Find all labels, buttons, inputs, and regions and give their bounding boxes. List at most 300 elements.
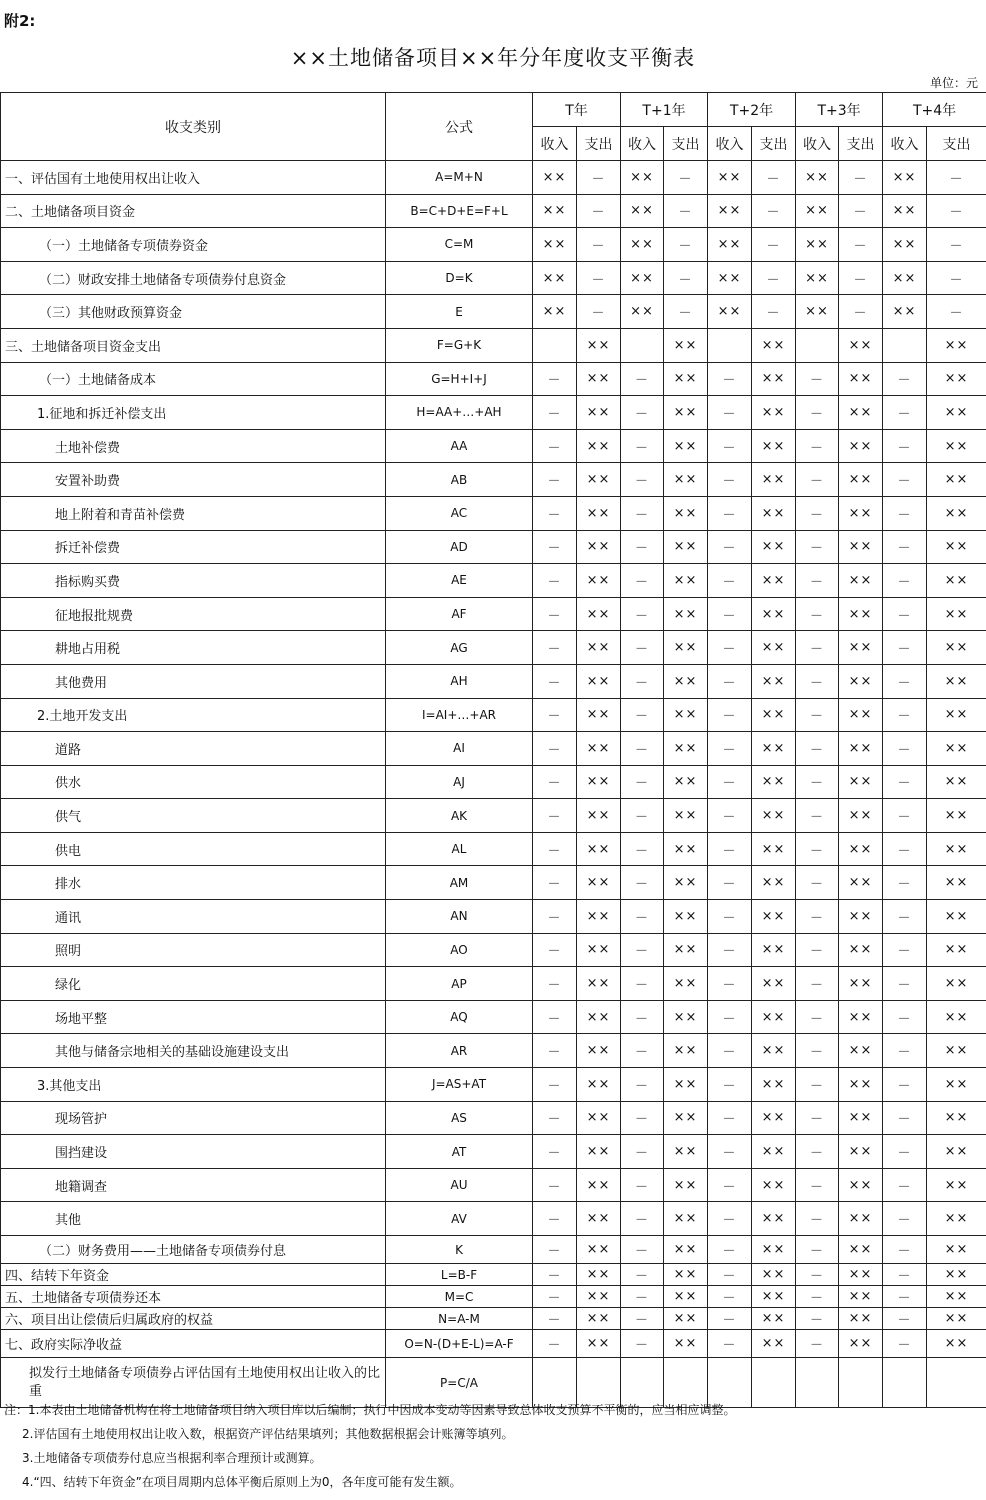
expense-cell: ×× [577,1308,621,1330]
income-cell: － [796,1236,839,1264]
income-cell: － [533,429,577,463]
row-formula: G=H+I+J [386,362,533,396]
expense-cell: － [664,295,708,329]
income-cell: ×× [533,228,577,262]
row-category: 3.其他支出 [1,1068,386,1102]
expense-cell: － [752,194,796,228]
income-cell: － [621,1264,664,1286]
table-row [1,1202,986,1236]
expense-cell: ×× [577,698,621,732]
income-cell: － [883,832,927,866]
expense-cell: ×× [752,1264,796,1286]
expense-cell: ×× [664,698,708,732]
income-cell: － [621,1135,664,1169]
income-cell: ×× [533,161,577,195]
expense-cell: ×× [839,933,883,967]
expense-cell: ×× [577,1286,621,1308]
table-row [1,1000,986,1034]
income-cell: ×× [796,261,839,295]
header-expense: 支出 [927,127,986,161]
row-category: 其他费用 [1,664,386,698]
table-row [1,664,986,698]
expense-cell: ×× [839,362,883,396]
income-cell [796,328,839,362]
expense-cell: ×× [927,832,986,866]
expense-cell: ×× [752,900,796,934]
expense-cell: ×× [577,396,621,430]
expense-cell: ×× [752,866,796,900]
income-cell: － [533,933,577,967]
income-cell: － [883,1308,927,1330]
row-category: 地籍调查 [1,1168,386,1202]
income-cell: － [621,1000,664,1034]
expense-cell: ×× [839,765,883,799]
income-cell: － [621,1168,664,1202]
header-income: 收入 [533,127,577,161]
income-cell: － [883,1101,927,1135]
expense-cell: ×× [664,866,708,900]
income-cell: － [796,698,839,732]
income-cell: － [796,1135,839,1169]
table-row [1,900,986,934]
income-cell: － [883,1202,927,1236]
expense-cell: － [577,261,621,295]
income-cell: － [621,1101,664,1135]
income-cell: － [533,1168,577,1202]
header-expense: 支出 [664,127,708,161]
expense-cell: ×× [752,1286,796,1308]
income-cell: － [533,1068,577,1102]
row-category: 安置补助费 [1,463,386,497]
row-category: 地上附着和青苗补偿费 [1,496,386,530]
expense-cell: ×× [664,429,708,463]
income-cell: － [708,631,752,665]
row-category: 三、土地储备项目资金支出 [1,328,386,362]
row-formula: AB [386,463,533,497]
expense-cell: ×× [927,328,986,362]
row-category: 指标购买费 [1,564,386,598]
income-cell: － [796,933,839,967]
table-body [1,161,986,1408]
attachment-label: 附2: [4,12,36,30]
income-cell: － [796,1000,839,1034]
row-formula: L=B-F [386,1264,533,1286]
row-formula: AE [386,564,533,598]
expense-cell: － [664,261,708,295]
income-cell: － [621,530,664,564]
expense-cell: ×× [927,429,986,463]
expense-cell: ×× [927,664,986,698]
row-formula: AT [386,1135,533,1169]
income-cell: ×× [708,161,752,195]
row-category: （二）财政安排土地储备专项债券付息资金 [1,261,386,295]
income-cell: － [883,900,927,934]
unit-label: 单位：元 [929,76,978,90]
income-cell: － [883,1034,927,1068]
row-category: 二、土地储备项目资金 [1,194,386,228]
income-cell: ×× [621,261,664,295]
row-category: 供水 [1,765,386,799]
income-cell: － [621,765,664,799]
expense-cell: ×× [927,799,986,833]
income-cell: ×× [796,228,839,262]
row-category: 四、结转下年资金 [1,1264,386,1286]
expense-cell: ×× [839,1236,883,1264]
table-row [1,1308,986,1330]
expense-cell: ×× [927,631,986,665]
header-income: 收入 [708,127,752,161]
income-cell: － [621,396,664,430]
expense-cell: ×× [927,1101,986,1135]
income-cell: － [621,1236,664,1264]
expense-cell: ×× [839,1068,883,1102]
income-cell: － [533,664,577,698]
header-expense: 支出 [839,127,883,161]
header-expense: 支出 [577,127,621,161]
table-row [1,698,986,732]
row-formula: AM [386,866,533,900]
table-row [1,463,986,497]
header-year: T+4年 [883,93,986,127]
header-year: T+3年 [796,93,883,127]
expense-cell: ×× [664,832,708,866]
income-cell: － [883,967,927,1001]
expense-cell: ×× [664,1286,708,1308]
expense-cell: ×× [839,1000,883,1034]
income-cell: － [533,396,577,430]
expense-cell: － [927,228,986,262]
income-cell: － [796,1068,839,1102]
income-cell: － [796,732,839,766]
expense-cell: ×× [927,530,986,564]
expense-cell: ×× [664,1034,708,1068]
income-cell: － [883,1168,927,1202]
income-cell: － [796,496,839,530]
expense-cell: ×× [577,1236,621,1264]
income-cell: － [533,362,577,396]
income-cell: － [621,900,664,934]
income-cell: － [533,900,577,934]
expense-cell: ×× [839,396,883,430]
income-cell: ×× [708,261,752,295]
expense-cell: ×× [577,799,621,833]
row-formula: O=N-(D+E-L)=A-F [386,1330,533,1358]
expense-cell: ×× [577,362,621,396]
table-row [1,1135,986,1169]
row-category: 2.土地开发支出 [1,698,386,732]
expense-cell: ×× [577,967,621,1001]
expense-cell: ×× [664,1000,708,1034]
expense-cell: ×× [927,967,986,1001]
income-cell: － [796,1202,839,1236]
expense-cell: ×× [664,530,708,564]
expense-cell: ×× [839,1308,883,1330]
expense-cell: ×× [752,496,796,530]
expense-cell: ×× [664,631,708,665]
income-cell: － [621,1034,664,1068]
table-row [1,1068,986,1102]
header-formula: 公式 [386,93,533,161]
header-income: 收入 [883,127,927,161]
income-cell: － [708,1101,752,1135]
expense-cell: ×× [839,664,883,698]
expense-cell: ×× [577,1000,621,1034]
income-cell: － [621,463,664,497]
expense-cell: ×× [664,900,708,934]
expense-cell: ×× [927,933,986,967]
income-cell: － [621,1308,664,1330]
expense-cell: ×× [577,1068,621,1102]
table-row [1,832,986,866]
income-cell: － [708,1330,752,1358]
income-cell: － [533,765,577,799]
income-cell: ×× [708,295,752,329]
row-formula: AK [386,799,533,833]
row-category: 现场管护 [1,1101,386,1135]
income-cell [708,328,752,362]
budget-balance-table [0,92,986,1408]
table-row [1,496,986,530]
income-cell: － [883,866,927,900]
expense-cell: ×× [839,799,883,833]
income-cell: － [708,933,752,967]
income-cell: ×× [883,295,927,329]
expense-cell: ×× [927,1330,986,1358]
row-category: 1.征地和拆迁补偿支出 [1,396,386,430]
expense-cell: ×× [927,1135,986,1169]
expense-cell: ×× [664,1330,708,1358]
expense-cell: ×× [927,1308,986,1330]
table-row [1,597,986,631]
expense-cell: ×× [927,698,986,732]
expense-cell: ×× [752,1034,796,1068]
table-row [1,1286,986,1308]
income-cell: － [533,1330,577,1358]
expense-cell: ×× [927,1236,986,1264]
income-cell: ×× [708,228,752,262]
income-cell: ×× [621,194,664,228]
expense-cell: ×× [577,1330,621,1358]
income-cell: － [708,496,752,530]
income-cell: － [621,631,664,665]
income-cell: － [533,1308,577,1330]
row-category: 供电 [1,832,386,866]
income-cell: － [796,1101,839,1135]
expense-cell: ×× [927,765,986,799]
row-formula: AR [386,1034,533,1068]
row-category: 六、项目出让偿债后归属政府的权益 [1,1308,386,1330]
expense-cell: ×× [577,900,621,934]
expense-cell: ×× [664,1236,708,1264]
expense-cell: ×× [577,564,621,598]
table-row [1,631,986,665]
expense-cell: ×× [839,496,883,530]
income-cell: － [796,967,839,1001]
expense-cell: ×× [752,1236,796,1264]
income-cell: － [796,564,839,598]
expense-cell: ×× [664,597,708,631]
income-cell: － [621,1286,664,1308]
income-cell: ×× [621,161,664,195]
expense-cell: ×× [927,1202,986,1236]
expense-cell: － [577,295,621,329]
expense-cell: ×× [577,1264,621,1286]
expense-cell: － [927,194,986,228]
row-category: 通讯 [1,900,386,934]
expense-cell: ×× [577,496,621,530]
expense-cell: ×× [927,362,986,396]
row-category: 道路 [1,732,386,766]
note-line: 注：1.本表由土地储备机构在将土地储备项目纳入项目库以后编制；执行中因成本变动等因素导致总体收支预算不平衡的，应当相应调整。 [4,1403,736,1417]
table-row [1,933,986,967]
expense-cell: ×× [664,1264,708,1286]
row-category: （二）财务费用——土地储备专项债券付息 [1,1236,386,1264]
income-cell: － [533,1202,577,1236]
income-cell: － [533,1101,577,1135]
expense-cell: ×× [927,866,986,900]
row-formula: AO [386,933,533,967]
income-cell: － [621,698,664,732]
row-category: 土地补偿费 [1,429,386,463]
page-title: ××土地储备项目××年分年度收支平衡表 [290,46,696,70]
expense-cell: ×× [839,866,883,900]
expense-cell: ×× [752,698,796,732]
expense-cell: ×× [839,328,883,362]
row-category: （三）其他财政预算资金 [1,295,386,329]
row-formula: AD [386,530,533,564]
income-cell: － [796,631,839,665]
income-cell: － [533,698,577,732]
income-cell: － [708,429,752,463]
income-cell: － [621,866,664,900]
table-row [1,362,986,396]
expense-cell: ×× [752,1101,796,1135]
row-formula: AG [386,631,533,665]
table-row [1,866,986,900]
row-formula: A=M+N [386,161,533,195]
table-row [1,261,986,295]
expense-cell: ×× [839,1330,883,1358]
expense-cell: ×× [664,1308,708,1330]
expense-cell: － [752,295,796,329]
expense-cell: ×× [664,1202,708,1236]
expense-cell: ×× [927,1286,986,1308]
expense-cell: ×× [927,1168,986,1202]
income-cell: － [533,530,577,564]
expense-cell: ×× [577,933,621,967]
income-cell: ×× [621,295,664,329]
income-cell: － [533,1236,577,1264]
income-cell: － [708,967,752,1001]
income-cell: － [796,765,839,799]
income-cell: － [708,732,752,766]
income-cell: － [621,1202,664,1236]
expense-cell: ×× [664,1101,708,1135]
table-row [1,732,986,766]
income-cell: － [621,496,664,530]
table-row [1,396,986,430]
expense-cell: ×× [839,564,883,598]
income-cell: ×× [883,261,927,295]
income-cell: － [883,631,927,665]
income-cell: － [883,530,927,564]
income-cell: ×× [883,228,927,262]
row-category: 场地平整 [1,1000,386,1034]
expense-cell: ×× [839,631,883,665]
income-cell: － [708,362,752,396]
income-cell: － [533,597,577,631]
expense-cell: ×× [927,463,986,497]
income-cell: － [796,1308,839,1330]
table-row [1,295,986,329]
row-category: 其他与储备宗地相关的基础设施建设支出 [1,1034,386,1068]
income-cell: － [883,564,927,598]
table-row [1,765,986,799]
income-cell: － [621,832,664,866]
income-cell: － [796,1168,839,1202]
row-category: 供气 [1,799,386,833]
income-cell: － [883,396,927,430]
income-cell: － [796,362,839,396]
expense-cell: － [927,161,986,195]
income-cell: － [621,429,664,463]
expense-cell: － [927,261,986,295]
expense-cell: ×× [839,1264,883,1286]
income-cell: － [533,732,577,766]
income-cell: － [708,1308,752,1330]
income-cell: － [533,967,577,1001]
table-row [1,564,986,598]
income-cell: － [621,967,664,1001]
income-cell: － [621,1068,664,1102]
income-cell: － [796,1264,839,1286]
income-cell: － [883,597,927,631]
row-category: 七、政府实际净收益 [1,1330,386,1358]
income-cell: － [883,765,927,799]
row-formula: AC [386,496,533,530]
income-cell: － [708,765,752,799]
expense-cell: ×× [752,664,796,698]
row-formula: AF [386,597,533,631]
income-cell: － [796,832,839,866]
income-cell: － [533,463,577,497]
expense-cell: ×× [927,1068,986,1102]
expense-cell: ×× [664,933,708,967]
expense-cell: ×× [839,1034,883,1068]
row-category: 拟发行土地储备专项债券占评估国有土地使用权出让收入的比重 [1,1358,386,1408]
expense-cell: ×× [664,664,708,698]
expense-cell: ×× [752,396,796,430]
expense-cell: ×× [577,1135,621,1169]
header-income: 收入 [796,127,839,161]
expense-cell: ×× [927,564,986,598]
income-cell: － [708,1202,752,1236]
expense-cell: ×× [577,631,621,665]
expense-cell: ×× [927,1000,986,1034]
income-cell: － [621,597,664,631]
expense-cell: ×× [839,1202,883,1236]
income-cell: － [708,530,752,564]
income-cell: ×× [708,194,752,228]
expense-cell: ×× [927,900,986,934]
note-line: 4.“四、结转下年资金”在项目周期内总体平衡后原则上为0，各年度可能有发生额。 [22,1475,462,1489]
row-formula: M=C [386,1286,533,1308]
notes [4,1398,984,1494]
income-cell: － [883,664,927,698]
row-category: 其他 [1,1202,386,1236]
table-row [1,1101,986,1135]
income-cell: ×× [796,194,839,228]
